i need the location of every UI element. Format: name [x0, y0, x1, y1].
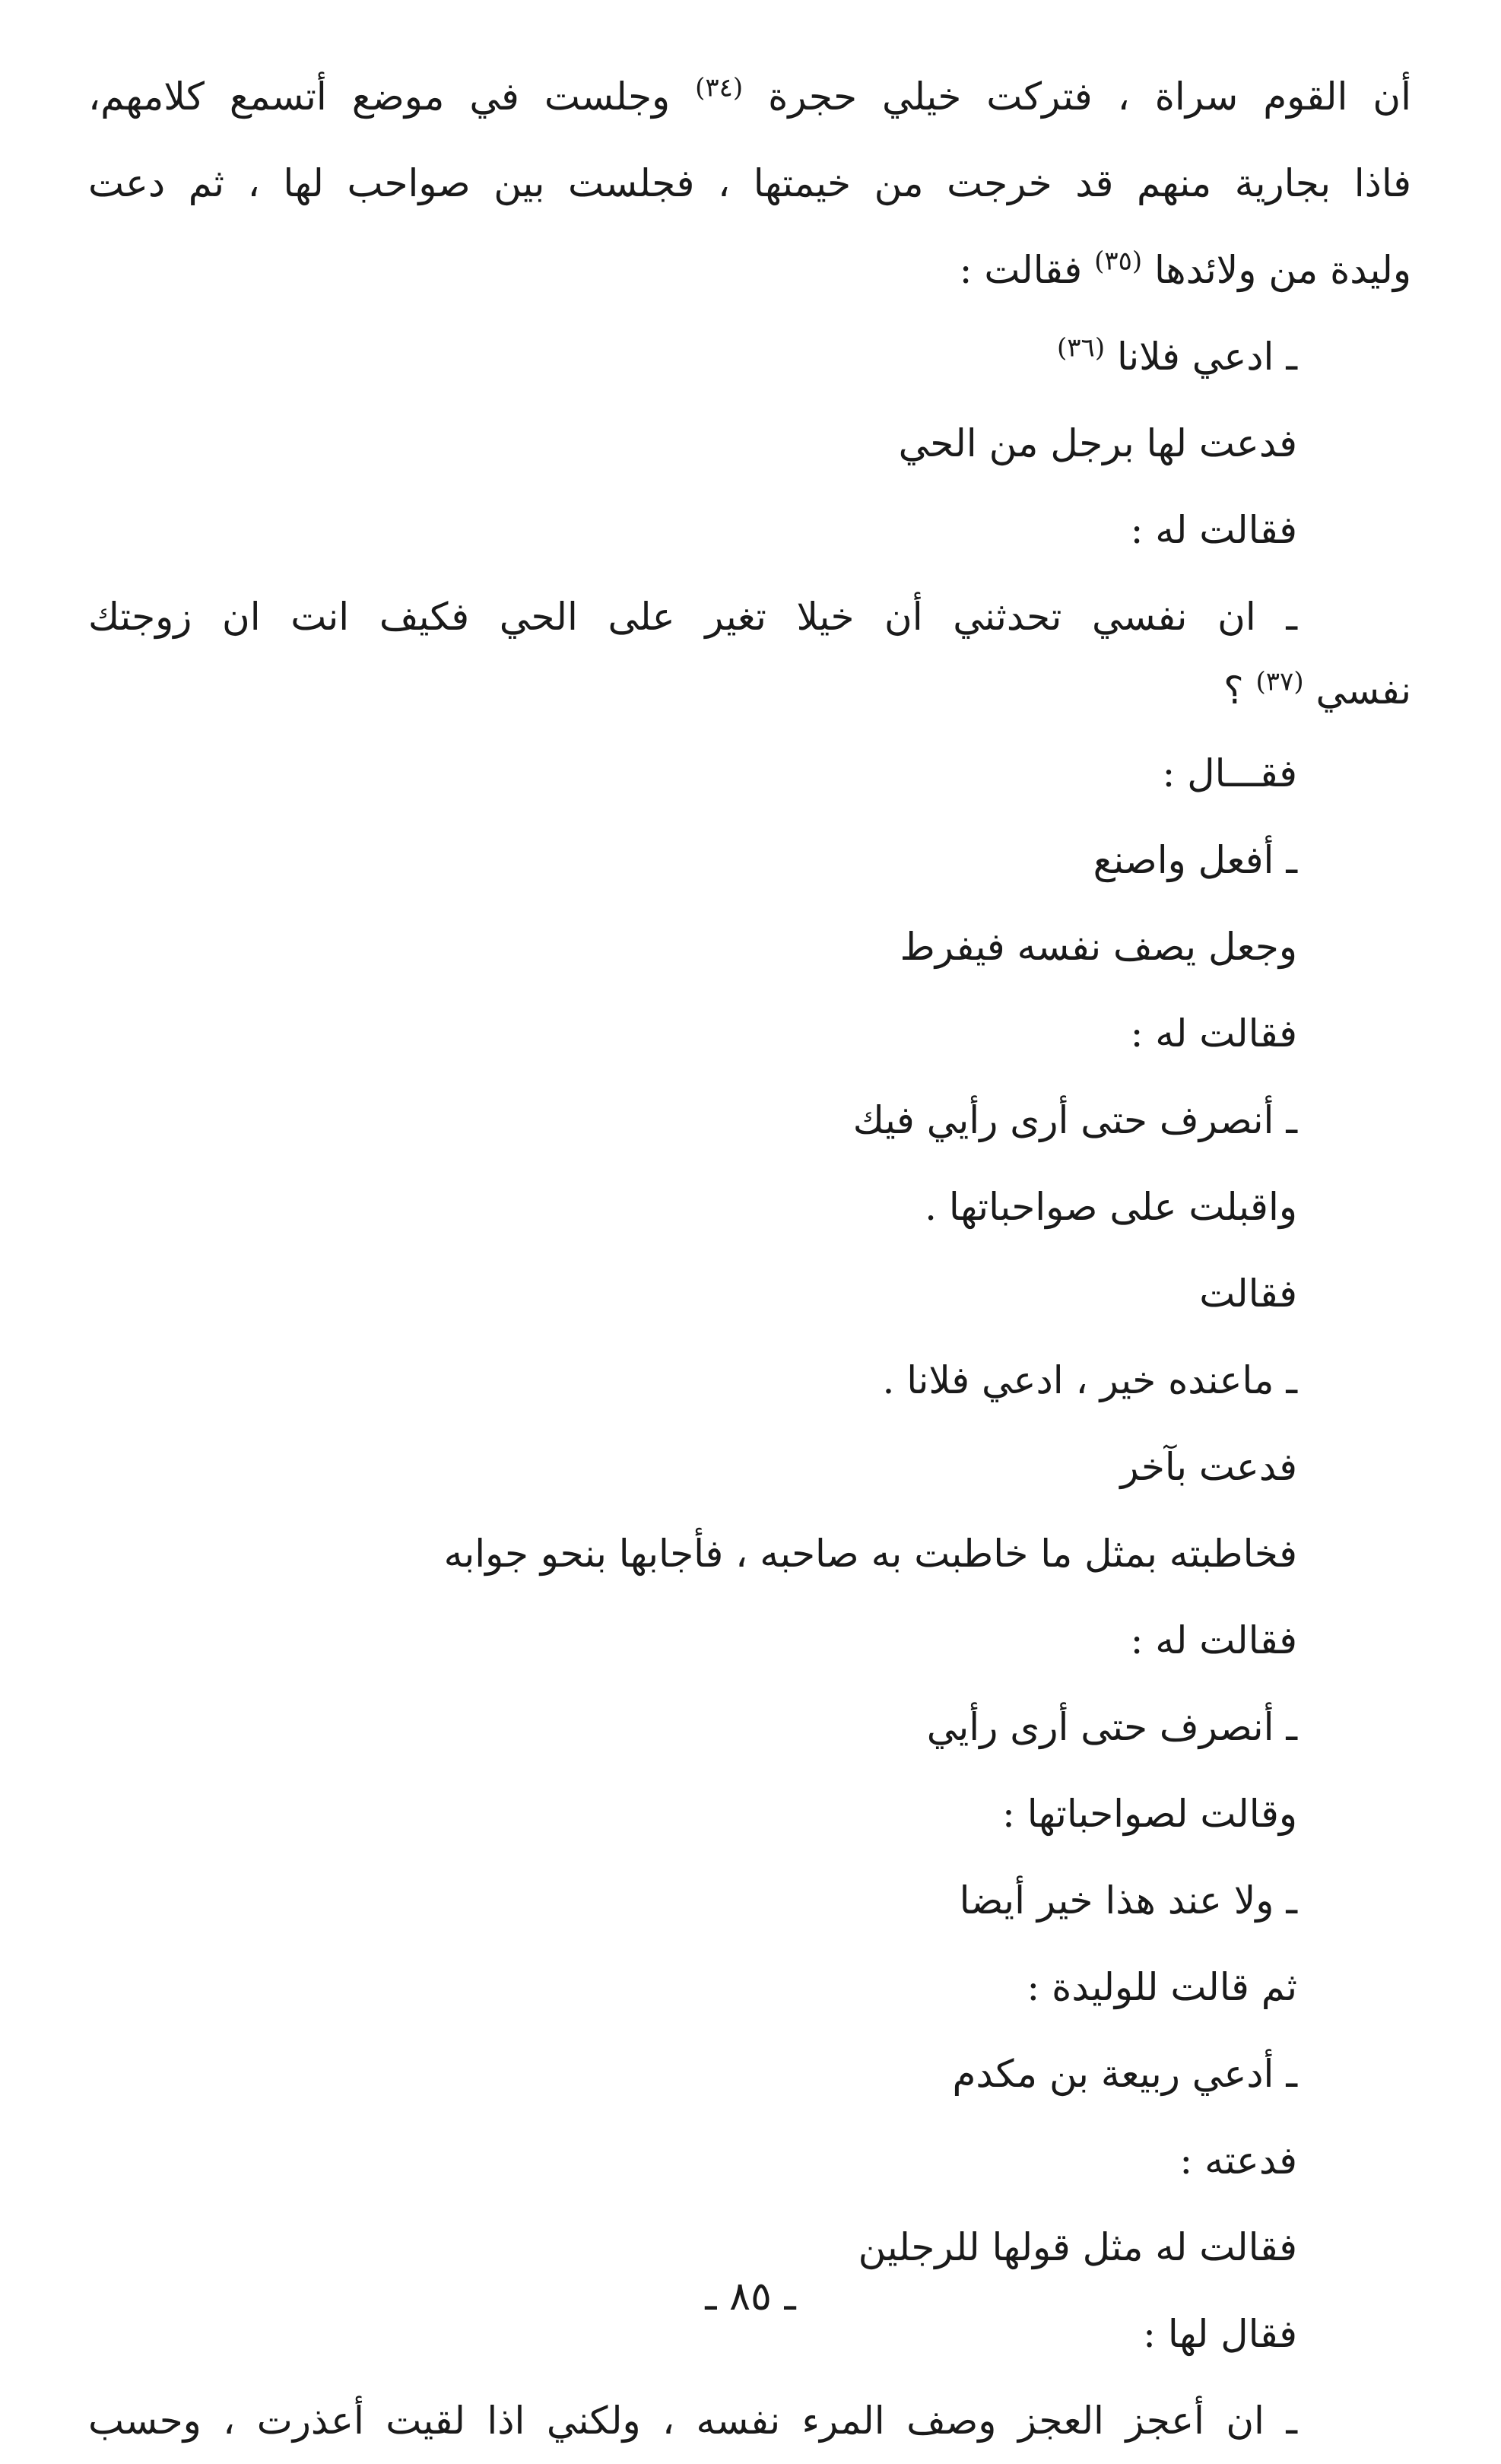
text-line — [88, 227, 1411, 313]
line-text: نفسي — [1315, 668, 1411, 713]
text-line — [88, 1077, 1411, 1164]
line-text: ـ أنصرف حتى أرى رأيي — [926, 1705, 1297, 1749]
line-text-after: ؟ — [1223, 668, 1256, 713]
text-line — [88, 2377, 1411, 2464]
line-text: وليدة من ولائدها — [1154, 248, 1411, 292]
line-text: ثم قالت للوليدة : — [1027, 1965, 1297, 2009]
text-line — [88, 903, 1411, 990]
line-text: فقالت له : — [1130, 508, 1297, 552]
text-line — [88, 1337, 1411, 1424]
text-line — [88, 573, 1411, 660]
line-text: فقالت له : — [1130, 1011, 1297, 1056]
text-line — [88, 140, 1411, 227]
line-text: فقالت له مثل قولها للرجلين — [858, 2225, 1297, 2269]
line-text: ـ أدعي ربيعة بن مكدم — [952, 2052, 1297, 2096]
text-line — [88, 2031, 1411, 2117]
footnote-marker: (٣٦) — [1057, 332, 1106, 364]
line-text: فاذا بجارية منهم قد خرجت من خيمتها ، فجلست بين صواحب لها ، ثم دعت — [88, 161, 1411, 205]
line-text: ـ ان أعجز العجز وصف المرء نفسه ، ولكني اذا لقيت أعذرت ، وحسب — [88, 2399, 1297, 2443]
line-text: فخاطبته بمثل ما خاطبت به صاحبه ، فأجابها بنحو جوابه — [443, 1532, 1297, 1576]
text-line — [88, 730, 1411, 817]
line-text: ـ ادعي فلانا — [1117, 335, 1297, 379]
text-line — [88, 817, 1411, 903]
text-line — [88, 1424, 1411, 1510]
line-text: وقالت لصواحباتها : — [1002, 1792, 1297, 1836]
line-text-after: فقالت : — [959, 248, 1095, 292]
footnote-marker: (٣٤) — [695, 72, 744, 103]
text-line — [88, 660, 1411, 730]
line-text: فقـــال : — [1162, 751, 1297, 795]
text-line — [88, 487, 1411, 573]
line-text: أن القوم سراة ، فتركت خيلي حجرة — [768, 75, 1411, 119]
line-text: واقبلت على صواحباتها . — [925, 1185, 1297, 1229]
footnote-marker: (٣٧) — [1255, 666, 1304, 697]
line-text: فدعت بآخر — [1120, 1445, 1297, 1489]
text-line — [88, 53, 1411, 140]
text-line — [88, 990, 1411, 1077]
text-line — [88, 1857, 1411, 1944]
line-text-after: وجلست في موضع أتسمع كلامهم، — [88, 75, 696, 119]
line-text: ـ ماعنده خير ، ادعي فلانا . — [882, 1358, 1297, 1402]
line-text: فدعته : — [1179, 2139, 1297, 2183]
line-text: وجعل يصف نفسه فيفرط — [900, 925, 1297, 969]
text-line — [88, 2117, 1411, 2204]
line-text: ـ أنصرف حتى أرى رأيي فيك — [852, 1098, 1297, 1142]
text-line — [88, 313, 1411, 400]
text-line — [88, 1770, 1411, 1857]
body-text — [88, 53, 1411, 2464]
line-text: فقال لها : — [1143, 2312, 1297, 2356]
text-line — [88, 1684, 1411, 1770]
text-line — [88, 1944, 1411, 2031]
line-text: فدعت لها برجل من الحي — [898, 421, 1297, 465]
text-line — [88, 1510, 1411, 1597]
text-line — [88, 1250, 1411, 1337]
footnote-marker: (٣٥) — [1094, 246, 1143, 277]
text-line — [88, 400, 1411, 487]
text-line — [88, 1164, 1411, 1250]
line-text: ـ ولا عند هذا خير أيضا — [959, 1878, 1297, 1923]
line-text: فقالت له : — [1130, 1618, 1297, 1662]
page-number: ـ ٨٥ ـ — [705, 2274, 796, 2320]
line-text: ـ أفعل واصنع — [1093, 838, 1297, 882]
text-line — [88, 1597, 1411, 1684]
line-text: فقالت — [1199, 1272, 1297, 1316]
line-text: ـ ان نفسي تحدثني أن خيلا تغير على الحي فكيف انت ان زوجتك — [88, 595, 1297, 639]
